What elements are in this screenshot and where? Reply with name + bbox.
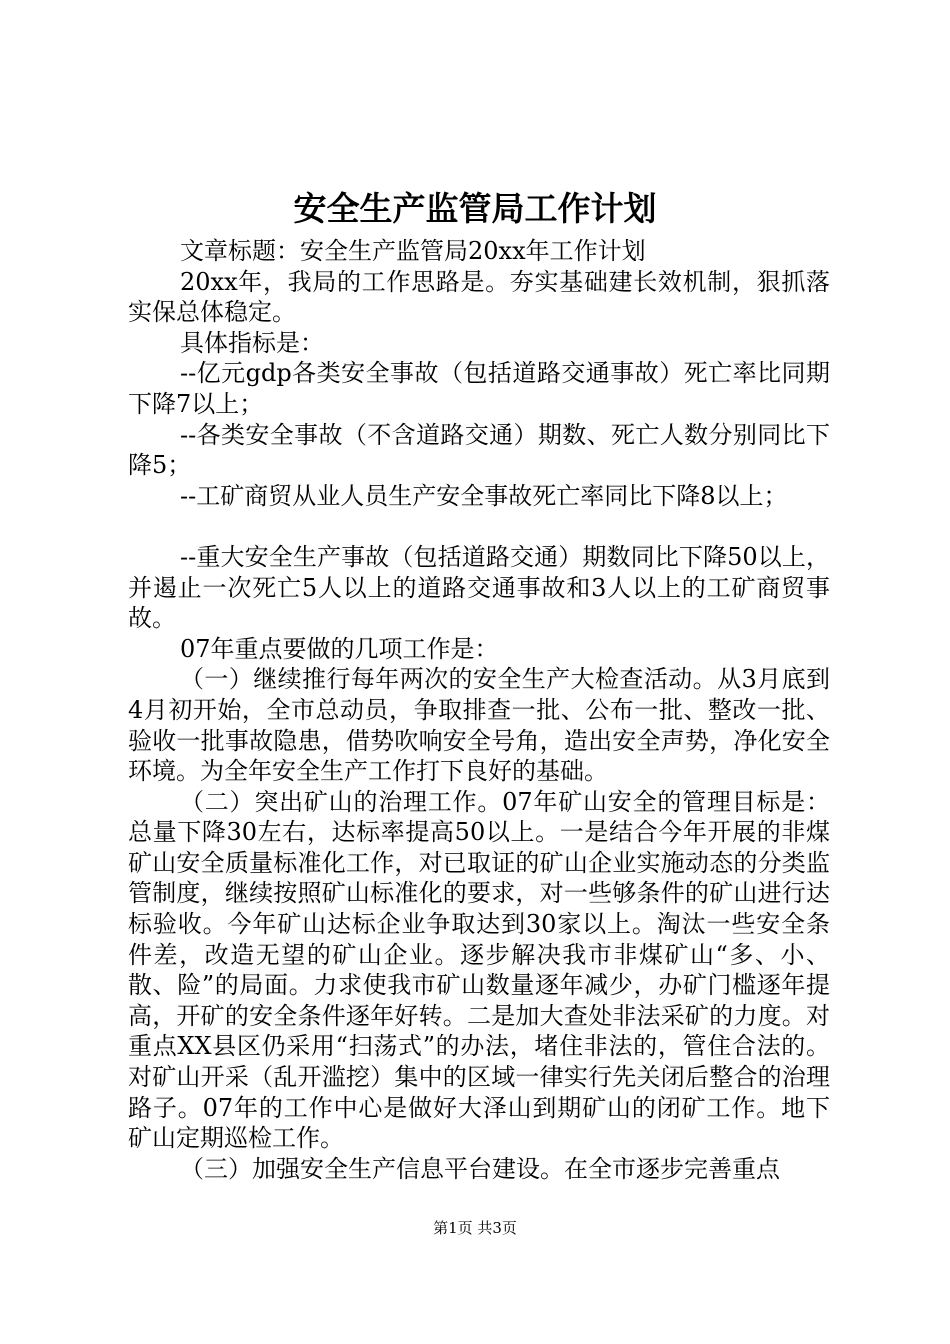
document-title: 安全生产监管局工作计划 — [293, 189, 657, 228]
paragraph-indicator-3: --工矿商贸从业人员生产安全事故死亡率同比下降8以上； — [180, 481, 788, 510]
document-body — [128, 236, 830, 1184]
paragraph-indicator-4: --重大安全生产事故（包括道路交通）期数同比下降50以上，并遏止一次死亡5人以上的道路交通事故和3人以上的工矿商贸事故。 — [128, 542, 830, 633]
page-footer: 第1页 共3页 — [433, 1219, 517, 1237]
paragraph-article-title: 文章标题：安全生产监管局20xx年工作计划 — [180, 237, 646, 265]
paragraph-task-1: （一）继续推行每年两次的安全生产大检查活动。从3月底到4月初开始，全市总动员，争取排查一批、公布一批、整改一批、验收一批事故隐患，借势吹响安全号角，造出安全声势，净化安全环境。为全年安全生产工作打下良好的基础。 — [128, 665, 830, 786]
paragraph-blank — [128, 511, 830, 542]
paragraph-key-tasks-heading: 07年重点要做的几项工作是： — [180, 634, 499, 663]
paragraph-work-idea: 20xx年，我局的工作思路是。夯实基础建长效机制，狠抓落实保总体稳定。 — [128, 267, 830, 327]
paragraph-task-2: （二）突出矿山的治理工作。07年矿山安全的管理目标是：总量下降30左右，达标率提高50以上。一是结合今年开展的非煤矿山安全质量标准化工作，对已取证的矿山企业实施动态的分类监管制度，继续按照矿山标准化的要求，对一些够条件的矿山进行达标验收。今年矿山达标企业争取达到30家以上。淘汰一些安全条件差，改造无望的矿山企业。逐步解决我市非煤矿山“多、小、散、险”的局面。力求使我市矿山数量逐年减少，办矿门槛逐年提高，开矿的安全条件逐年好转。二是加大查处非法采矿的力度。对重点XX县区仍采用“扫荡式”的办法，堵住非法的，管住合法的。对矿山开采（乱开滥挖）集中的区域一律实行先关闭后整合的治理路子。07年的工作中心是做好大泽山到期矿山的闭矿工作。地下矿山定期巡检工作。 — [128, 787, 830, 1153]
paragraph-indicators-heading: 具体指标是： — [180, 328, 324, 357]
paragraph-task-3: （三）加强安全生产信息平台建设。在全市逐步完善重点 — [180, 1154, 780, 1183]
paragraph-indicator-1: --亿元gdp各类安全事故（包括道路交通事故）死亡率比同期下降7以上； — [128, 359, 830, 418]
paragraph-indicator-2: --各类安全事故（不含道路交通）期数、死亡人数分别同比下降5； — [128, 420, 830, 480]
